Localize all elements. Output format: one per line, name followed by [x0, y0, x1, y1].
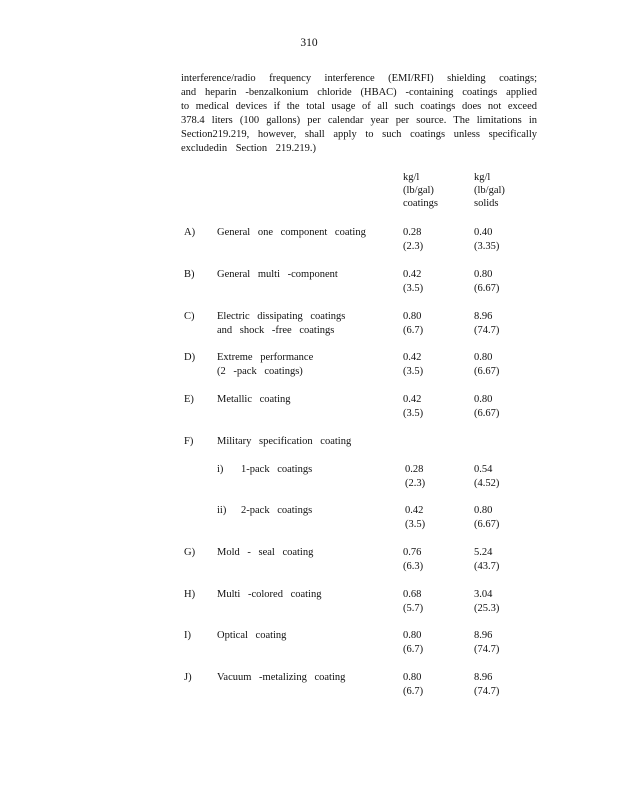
row-description [217, 588, 387, 602]
header-unit: kg/l [474, 172, 491, 183]
value-kg: 8.96 [474, 672, 493, 683]
value-lb: (3.35) [474, 241, 500, 252]
value-lb: (6.7) [403, 644, 424, 655]
row-letter: C) [184, 311, 195, 322]
value-kg: 0.42 [403, 394, 422, 405]
table-row [0, 671, 618, 701]
value-lb: (4.52) [474, 478, 500, 489]
value-lb: (6.67) [474, 283, 500, 294]
row-description [217, 671, 387, 685]
value-lb: (43.7) [474, 561, 500, 572]
value-lb: (74.7) [474, 686, 500, 697]
row-description [217, 629, 387, 643]
header-unit-alt: (lb/gal) [403, 185, 434, 196]
description-line: Military specification coating [217, 436, 352, 447]
column-header-solids [474, 171, 534, 210]
intro-line: interference/radio frequency interference (EMI/RFI) shielding coatings; [181, 73, 537, 84]
value-lb: (6.67) [474, 366, 500, 377]
table-row [0, 546, 618, 576]
row-roman-numeral: ii) [217, 505, 227, 516]
value-kg: 0.80 [403, 311, 422, 322]
row-description [217, 268, 387, 282]
coatings-value [403, 268, 423, 296]
solids-value [474, 463, 499, 491]
table-subrow [0, 504, 618, 534]
description-line: and shock -free coatings [217, 325, 335, 336]
row-roman-numeral: i) [217, 464, 224, 475]
value-kg: 0.68 [403, 589, 422, 600]
value-lb: (3.5) [405, 519, 426, 530]
value-kg: 0.80 [474, 269, 493, 280]
solids-value [474, 393, 499, 421]
value-kg: 0.28 [403, 227, 422, 238]
description-line: Vacuum -metalizing coating [217, 672, 346, 683]
row-description [217, 310, 387, 338]
page-number: 310 [300, 37, 318, 49]
description-line: General multi -component [217, 269, 338, 280]
table-row [0, 393, 618, 423]
description-line: Multi -colored coating [217, 589, 322, 600]
row-description [217, 351, 387, 379]
coatings-value [403, 310, 423, 338]
value-kg: 0.40 [474, 227, 493, 238]
row-description: 2-pack coatings [241, 505, 313, 516]
value-kg: 0.80 [474, 352, 493, 363]
row-letter: A) [184, 227, 196, 238]
value-lb: (3.5) [403, 408, 424, 419]
description-line: General one component coating [217, 227, 366, 238]
coatings-value [405, 463, 425, 491]
header-unit: kg/l [403, 172, 420, 183]
row-description [217, 393, 387, 407]
row-letter: F) [184, 436, 194, 447]
intro-line: to medical devices if the total usage of all such coatings does not exceed [181, 101, 537, 112]
header-basis: solids [474, 198, 499, 209]
value-lb: (25.3) [474, 603, 500, 614]
intro-paragraph [181, 72, 537, 156]
value-kg: 0.42 [403, 352, 422, 363]
value-kg: 0.76 [403, 547, 422, 558]
column-header-coatings [403, 171, 463, 210]
value-kg: 0.80 [474, 505, 493, 516]
solids-value [474, 629, 499, 657]
table-row [0, 351, 618, 381]
row-letter: G) [184, 547, 196, 558]
value-kg: 0.42 [405, 505, 424, 516]
coatings-value [403, 671, 423, 699]
coatings-value [403, 546, 423, 574]
table-row [0, 310, 618, 340]
value-kg: 0.80 [474, 394, 493, 405]
solids-value [474, 268, 499, 296]
description-line: Electric dissipating coatings [217, 311, 346, 322]
value-kg: 0.80 [403, 672, 422, 683]
description-line: Mold - seal coating [217, 547, 314, 558]
value-kg: 5.24 [474, 547, 493, 558]
row-letter: D) [184, 352, 196, 363]
intro-line: excludedin Section 219.219.) [181, 143, 317, 154]
description-line: Optical coating [217, 630, 287, 641]
coatings-value [403, 226, 423, 254]
solids-value [474, 588, 499, 616]
value-lb: (2.3) [403, 241, 424, 252]
coatings-value [403, 629, 423, 657]
value-kg: 8.96 [474, 630, 493, 641]
row-letter: B) [184, 269, 195, 280]
row-description: 1-pack coatings [241, 464, 313, 475]
row-description [217, 435, 387, 449]
value-lb: (6.67) [474, 519, 500, 530]
table-row [0, 435, 618, 465]
value-kg: 0.28 [405, 464, 424, 475]
value-lb: (6.7) [403, 325, 424, 336]
description-line: Extreme performance [217, 352, 314, 363]
value-lb: (6.3) [403, 561, 424, 572]
coatings-value [403, 351, 423, 379]
value-lb: (6.67) [474, 408, 500, 419]
value-kg: 8.96 [474, 311, 493, 322]
row-letter: H) [184, 589, 196, 600]
row-description [217, 546, 387, 560]
value-lb: (3.5) [403, 366, 424, 377]
value-kg: 0.80 [403, 630, 422, 641]
description-line: (2 -pack coatings) [217, 366, 303, 377]
value-lb: (5.7) [403, 603, 424, 614]
solids-value [474, 351, 499, 379]
table-subrow [0, 463, 618, 493]
value-kg: 3.04 [474, 589, 493, 600]
table-row [0, 268, 618, 298]
solids-value [474, 546, 499, 574]
value-lb: (3.5) [403, 283, 424, 294]
solids-value [474, 226, 499, 254]
value-lb: (6.7) [403, 686, 424, 697]
solids-value [474, 310, 499, 338]
value-lb: (2.3) [405, 478, 426, 489]
row-description [217, 226, 387, 240]
solids-value [474, 504, 499, 532]
value-kg: 0.54 [474, 464, 493, 475]
table-row [0, 629, 618, 659]
value-lb: (74.7) [474, 325, 500, 336]
solids-value [474, 671, 499, 699]
value-kg: 0.42 [403, 269, 422, 280]
table-row [0, 226, 618, 256]
table-row [0, 588, 618, 618]
header-unit-alt: (lb/gal) [474, 185, 505, 196]
coatings-value [403, 393, 423, 421]
row-letter: E) [184, 394, 194, 405]
header-basis: coatings [403, 198, 438, 209]
row-letter: J) [184, 672, 192, 683]
coatings-value [405, 504, 425, 532]
value-lb: (74.7) [474, 644, 500, 655]
intro-line: 378.4 liters (100 gallons) per calendar year per source. The limitations in [181, 115, 537, 126]
intro-line: and heparin -benzalkonium chloride (HBAC) -containing coatings applied [181, 87, 537, 98]
coatings-value [403, 588, 423, 616]
intro-line: Section219.219, however, shall apply to such coatings unless specifically [181, 129, 537, 140]
row-letter: I) [184, 630, 191, 641]
description-line: Metallic coating [217, 394, 291, 405]
